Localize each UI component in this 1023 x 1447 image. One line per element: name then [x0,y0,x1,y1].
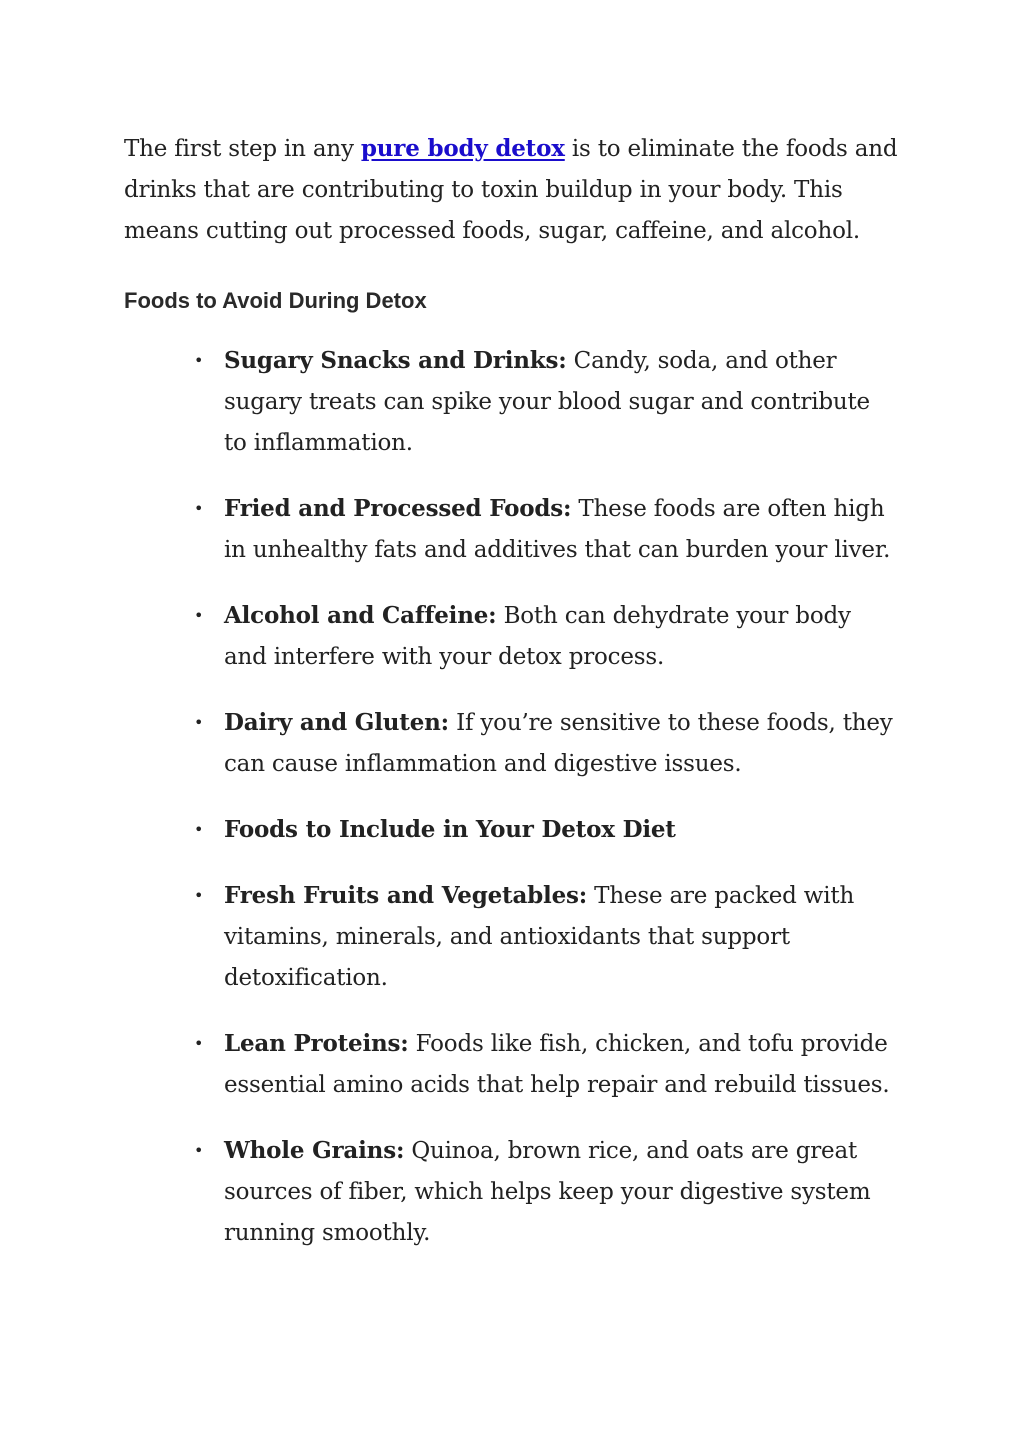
item-title: Fresh Fruits and Vegetables: [224,882,588,909]
bullet-icon: • [194,606,204,625]
item-title: Fried and Processed Foods: [224,495,572,522]
bullet-icon: • [194,351,204,370]
list-item [194,875,899,999]
list-item [194,702,899,785]
pure-body-detox-link[interactable]: pure body detox [360,135,565,162]
item-text: These are packed with vitamins, minerals, and antioxidants that support detoxification. [224,883,855,991]
item-text: Foods like fish, chicken, and tofu provide essential amino acids that help repair and rebuild tissues. [224,1031,890,1098]
document-page [124,128,899,1278]
item-text: Both can dehydrate your body and interfere with your detox process. [224,603,851,670]
item-text: Quinoa, brown rice, and oats are great sources of fiber, which helps keep your digestive system running smoothly. [224,1138,871,1246]
section-heading: Foods to Avoid During Detox [124,288,427,313]
bullet-icon: • [194,820,204,839]
item-title: Sugary Snacks and Drinks: [224,347,567,374]
item-title: Dairy and Gluten: [224,709,449,736]
item-title: Foods to Include in Your Detox Diet [224,816,676,843]
intro-text-before: The first step in any [124,136,361,162]
list-item [194,1023,899,1106]
list-item [194,488,899,571]
item-title: Lean Proteins: [224,1030,409,1057]
list-item [194,809,899,851]
item-text: If you’re sensitive to these foods, they can cause inflammation and digestive issues. [224,710,893,777]
intro-text-after: is to eliminate the foods and drinks that are contributing to toxin buildup in your body. This means cutting out processed foods, sugar, caffeine, and alcohol. [124,136,898,244]
item-title: Alcohol and Caffeine: [224,602,497,629]
food-list [124,340,899,1254]
list-item [194,1130,899,1254]
bullet-icon: • [194,499,204,518]
bullet-icon: • [194,1141,204,1160]
list-item [194,595,899,678]
bullet-icon: • [194,713,204,732]
item-text: Candy, soda, and other sugary treats can spike your blood sugar and contribute to inflammation. [224,348,870,456]
list-item [194,340,899,464]
bullet-icon: • [194,886,204,905]
item-text: These foods are often high in unhealthy fats and additives that can burden your liver. [224,496,891,563]
bullet-icon: • [194,1034,204,1053]
intro-paragraph [124,128,899,252]
item-title: Whole Grains: [224,1137,405,1164]
